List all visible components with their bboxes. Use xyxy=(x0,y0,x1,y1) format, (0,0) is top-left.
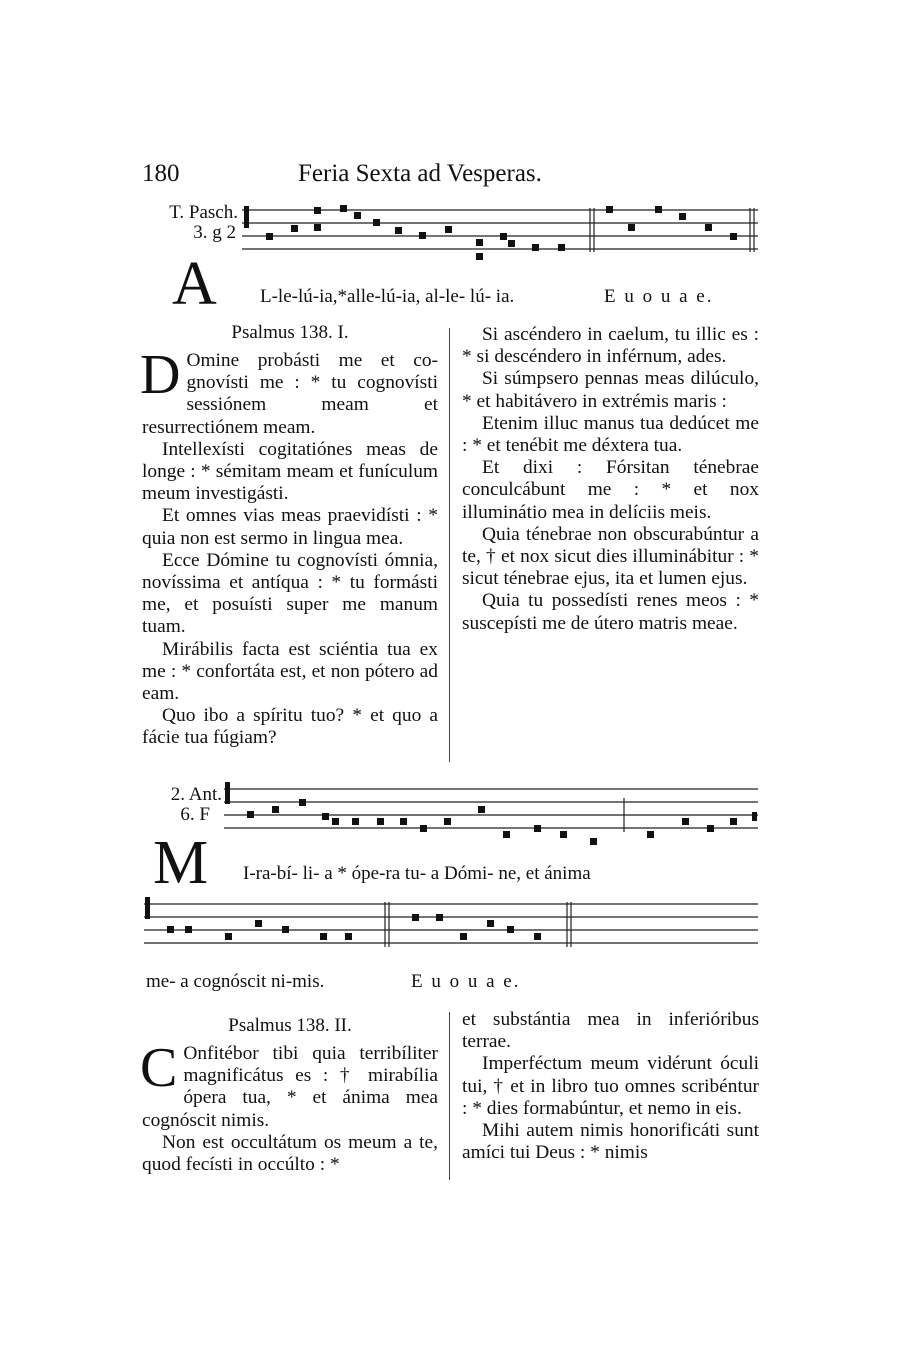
psalm2-left-column xyxy=(142,1015,438,1176)
column-divider xyxy=(449,328,450,762)
psalm2-verse-4: Imperféctum meum vidérunt óculi tui, † et in libro tuo omnes scribéntur : * dies formabúntur, et nemo in eis. xyxy=(462,1053,759,1119)
running-title: Feria Sexta ad Vesperas. xyxy=(298,160,542,187)
antiphon2-label: 2. Ant. xyxy=(170,784,222,805)
antiphon1-initial: A xyxy=(172,250,217,318)
psalm2-right-column xyxy=(462,1009,759,1164)
psalm1-verse-12: Quia tu possedísti renes meos : * suscepísti me de útero matris meae. xyxy=(462,590,759,634)
psalm1-verse-8: Si súmpsero pennas meas dilúculo, * et habitávero in extrémis maris : xyxy=(462,368,759,412)
psalm1-right-column xyxy=(462,324,759,635)
psalm1-verse-11: Quia ténebrae non obscurabúntur a te, † et nox sicut dies illuminábitur : * sicut ténebrae ejus, ita et lumen ejus. xyxy=(462,523,759,590)
antiphon2-label-block xyxy=(140,785,222,825)
antiphon1-mode: 3. g 2 xyxy=(193,222,236,243)
antiphon2-euouae: E u o u a e. xyxy=(411,971,521,992)
antiphon1-label: T. Pasch. xyxy=(169,202,238,223)
antiphon1-lyrics: L-le-lú-ia,*alle-lú-ia, al-le- lú- ia. xyxy=(260,286,515,307)
psalm2-dropcap: C xyxy=(140,1037,178,1099)
psalm2-left-text xyxy=(140,1037,438,1176)
psalm1-title: Psalmus 138. I. xyxy=(231,322,349,343)
antiphon2-staff-1 xyxy=(222,780,760,842)
antiphon2-initial: M xyxy=(153,829,209,897)
psalm1-verse-7: Si ascéndero in caelum, tu illic es : * si descéndero in inférnum, ades. xyxy=(462,324,759,368)
psalm1-verse-3: Et omnes vias meas praevidísti : * quia non est sermo in lingua mea. xyxy=(142,505,438,549)
antiphon2-lyrics-line2: me- a cognóscit ni-mis. xyxy=(146,971,325,992)
psalm1-verse-2: Intellexísti cogitatiónes meas de longe : * sémitam meam et funículum meum investigásti. xyxy=(142,438,438,505)
page-number: 180 xyxy=(142,160,180,187)
antiphon2-mode: 6. F xyxy=(180,804,210,825)
antiphon2-staff-2 xyxy=(142,895,760,957)
psalm1-verse-6: Quo ibo a spíritu tuo? * et quo a fácie tua fúgiam? xyxy=(142,705,438,749)
psalm1-left-column xyxy=(142,322,438,750)
psalm1-verse-10: Et dixi : Fórsitan ténebrae conculcábunt me : * et nox illuminátio mea in delíciis meis. xyxy=(462,457,759,523)
antiphon1-staff xyxy=(240,200,760,270)
psalm1-left-text xyxy=(140,344,438,750)
antiphon1-label-block xyxy=(140,203,238,243)
psalm1-verse-9: Etenim illuc manus tua dedúcet me : * et tenébit me déxtera tua. xyxy=(462,412,759,457)
psalm1-verse-5: Mirábilis facta est sciéntia tua ex me : * confortáta est, et non pótero ad eam. xyxy=(142,638,438,705)
psalm1-dropcap: D xyxy=(140,344,181,406)
antiphon2-lyrics-line1: I-ra-bí- li- a * ópe-ra tu- a Dómi- ne, et ánima xyxy=(243,863,591,884)
psalm2-verse-3: et substántia mea in inferióribus terrae. xyxy=(462,1009,759,1053)
psalm2-verse-1: C Onfitébor tibi quia terribíliter magnificátus es : † mirabília ópera tua, * et ánima mea cognóscit nimis. xyxy=(140,1037,438,1131)
psalm1-verse-4: Ecce Dómine tu cognovísti ómnia, novíssima et antíqua : * tu formásti me, et posuísti super me manum tuam. xyxy=(142,549,438,638)
psalm2-verse-5: Mihi autem nimis honorificáti sunt amíci tui Deus : * nimis xyxy=(462,1120,759,1164)
psalm2-title: Psalmus 138. II. xyxy=(228,1015,352,1036)
psalm2-verse-2: Non est occultátum os meum a te, quod fecísti in occúlto : * xyxy=(142,1131,438,1176)
psalm1-verse-1: D Omine probásti me et co- gnovísti me : * tu cognovísti sessiónem meam et resurrectiónem meam. xyxy=(140,344,438,438)
column-divider-2 xyxy=(449,1012,450,1180)
antiphon1-euouae: E u o u a e. xyxy=(604,286,714,307)
